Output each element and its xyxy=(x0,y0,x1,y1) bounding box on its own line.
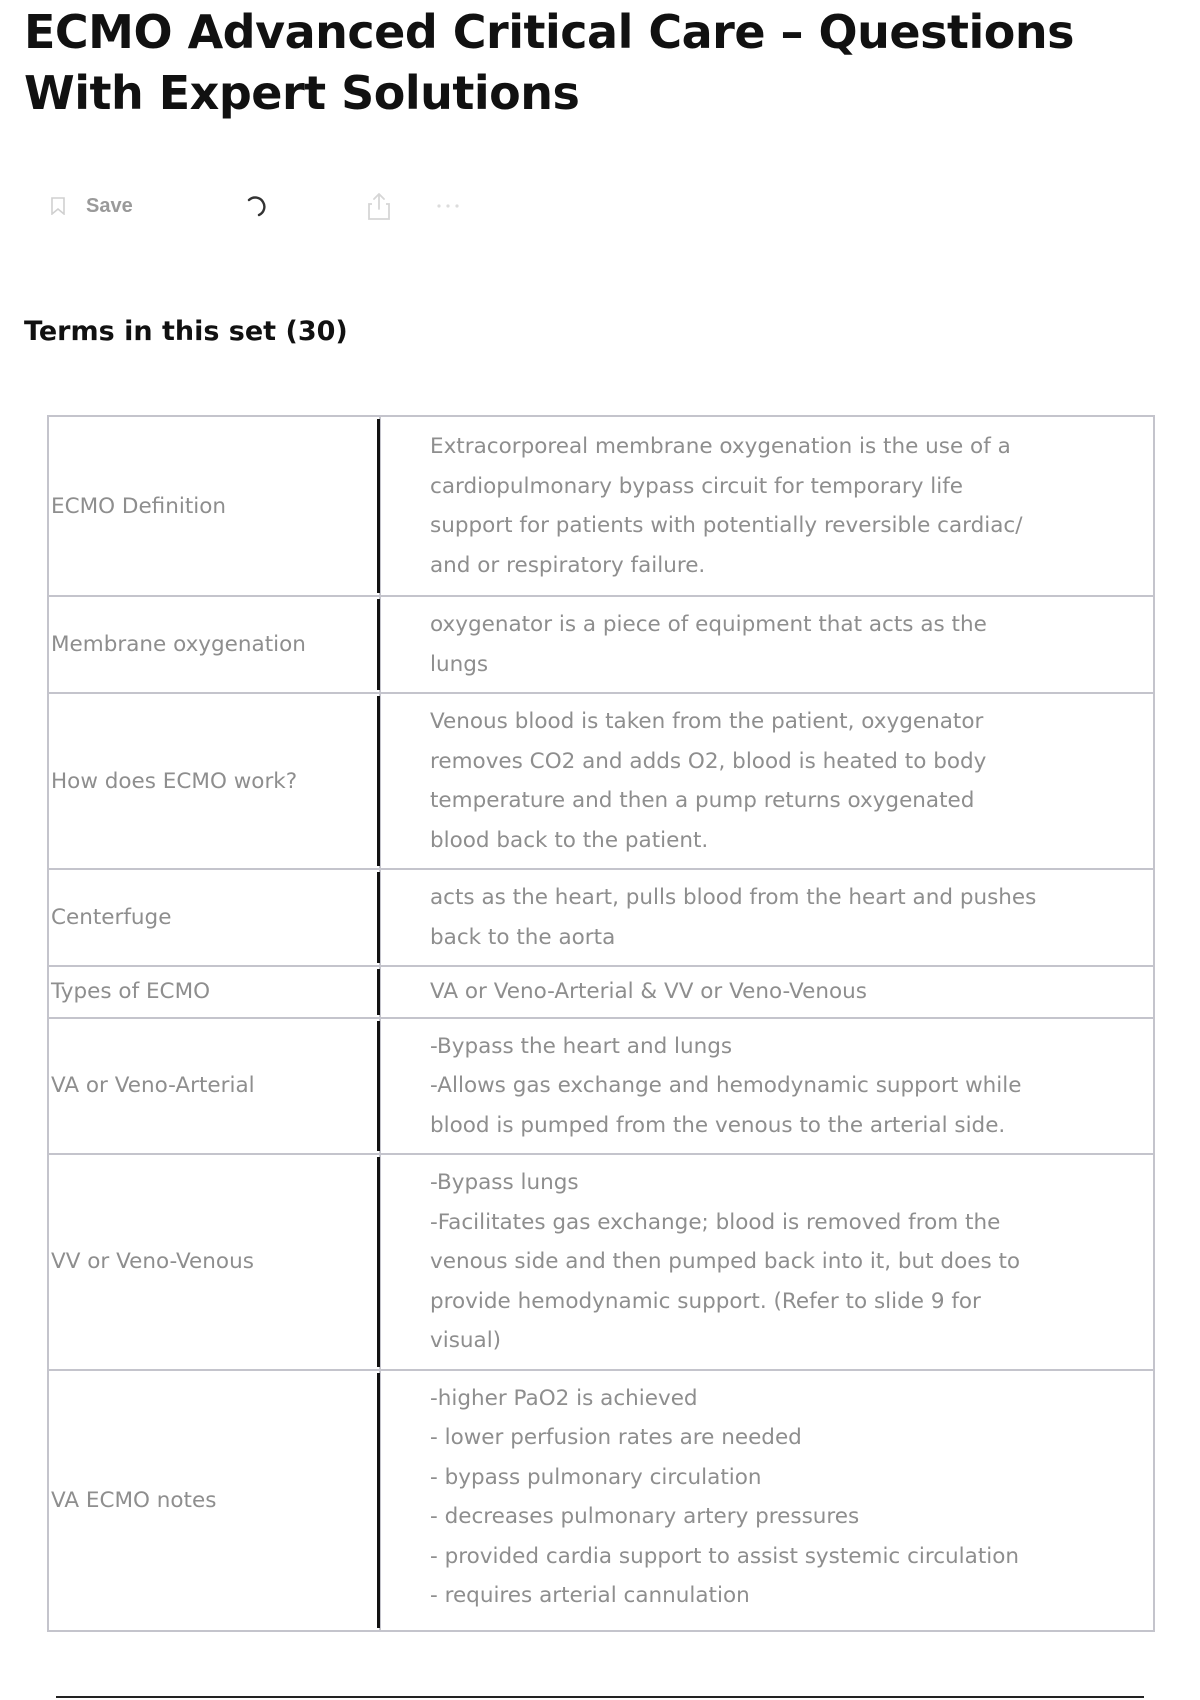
divider xyxy=(56,1696,1144,1698)
more-icon xyxy=(434,202,464,210)
save-label: Save xyxy=(86,194,133,217)
term-text: Types of ECMO xyxy=(51,979,211,1005)
term-text: ECMO Definition xyxy=(51,493,227,519)
definition-line: removes CO2 and adds O2, blood is heated to body xyxy=(430,748,987,774)
definition-line: - decreases pulmonary artery pressures xyxy=(430,1504,860,1529)
term-cell xyxy=(48,1018,380,1155)
definition-line: blood is pumped from the venous to the arterial side. xyxy=(430,1112,1006,1138)
table-row[interactable] xyxy=(48,416,1154,596)
terms-table xyxy=(47,415,1155,1632)
definition-line: - provided cardia support to assist systemic circulation xyxy=(430,1543,1020,1569)
definition-line: support for patients with potentially reversible cardiac/ xyxy=(430,513,1023,538)
term-text: VA ECMO notes xyxy=(51,1487,217,1513)
term-cell xyxy=(48,966,380,1018)
share-button[interactable] xyxy=(366,188,392,224)
definition-line: visual) xyxy=(430,1328,502,1353)
table-row[interactable] xyxy=(48,1018,1154,1155)
definition-line: blood back to the patient. xyxy=(430,827,709,853)
table-row[interactable] xyxy=(48,1370,1154,1631)
definition-line: - requires arterial cannulation xyxy=(430,1583,750,1608)
page-title: ECMO Advanced Critical Care – Questions With Expert Solutions xyxy=(24,5,1074,120)
definition-line: -Bypass lungs xyxy=(430,1170,579,1195)
term-text: VV or Veno-Venous xyxy=(51,1249,254,1275)
definition-line: temperature and then a pump returns oxygenated xyxy=(430,788,975,813)
term-text: VA or Veno-Arterial xyxy=(51,1073,255,1099)
term-cell xyxy=(48,596,380,693)
refresh-button[interactable] xyxy=(243,188,269,224)
terms-heading: Terms in this set (30) xyxy=(24,316,348,347)
term-text: Membrane oxygenation xyxy=(51,632,306,657)
definition-cell xyxy=(380,1018,1154,1155)
definition-cell xyxy=(380,869,1154,966)
table-row[interactable] xyxy=(48,966,1154,1018)
definition-line: - lower perfusion rates are needed xyxy=(430,1425,802,1450)
term-cell xyxy=(48,1154,380,1370)
definition-line: venous side and then pumped back into it, but does to xyxy=(430,1249,1021,1274)
table-row[interactable] xyxy=(48,596,1154,693)
definition-line: back to the aorta xyxy=(430,924,616,950)
toolbar xyxy=(50,188,510,224)
definition-cell xyxy=(380,1154,1154,1370)
term-text: Centerfuge xyxy=(51,905,172,930)
definition-line: -Facilitates gas exchange; blood is removed from the xyxy=(430,1209,1001,1235)
definition-cell xyxy=(380,416,1154,596)
definition-line: acts as the heart, pulls blood from the heart and pushes xyxy=(430,885,1037,910)
definition-line: -Bypass the heart and lungs xyxy=(430,1033,733,1059)
table-row[interactable] xyxy=(48,1154,1154,1370)
definition-line: provide hemodynamic support. (Refer to slide 9 for xyxy=(430,1288,981,1314)
bookmark-icon xyxy=(50,197,66,215)
term-cell xyxy=(48,416,380,596)
term-cell xyxy=(48,1370,380,1631)
table-row[interactable] xyxy=(48,693,1154,869)
definition-cell xyxy=(380,966,1154,1018)
term-text: How does ECMO work? xyxy=(51,768,298,794)
definition-line: VA or Veno-Arterial & VV or Veno-Venous xyxy=(430,979,867,1004)
definition-line: - bypass pulmonary circulation xyxy=(430,1464,762,1490)
definition-cell xyxy=(380,693,1154,869)
definition-line: Extracorporeal membrane oxygenation is the use of a xyxy=(430,434,1011,459)
term-cell xyxy=(48,869,380,966)
definition-line: oxygenator is a piece of equipment that acts as the xyxy=(430,612,987,637)
definition-line: -Allows gas exchange and hemodynamic support while xyxy=(430,1073,1022,1098)
refresh-icon xyxy=(243,193,269,219)
more-button[interactable] xyxy=(434,188,464,224)
definition-line: lungs xyxy=(430,651,489,677)
definition-cell xyxy=(380,1370,1154,1631)
definition-line: cardiopulmonary bypass circuit for temporary life xyxy=(430,473,964,499)
share-icon xyxy=(366,191,392,221)
save-button[interactable] xyxy=(50,188,133,224)
table-row[interactable] xyxy=(48,869,1154,966)
term-cell xyxy=(48,693,380,869)
definition-line: Venous blood is taken from the patient, oxygenator xyxy=(430,709,984,734)
definition-cell xyxy=(380,596,1154,693)
definition-line: and or respiratory failure. xyxy=(430,552,706,578)
definition-line: -higher PaO2 is achieved xyxy=(430,1385,698,1411)
terms-table-body xyxy=(48,416,1154,1631)
